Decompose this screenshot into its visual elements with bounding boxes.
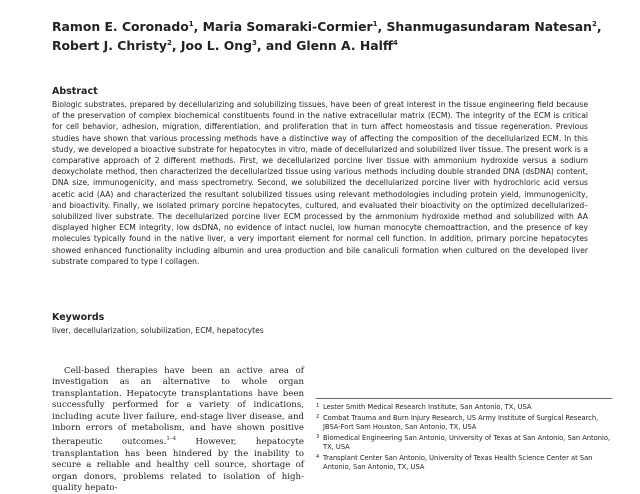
affiliation-text: Transplant Center San Antonio, University of Texas Health Science Center at San Antonio, San Antonio, TX, USA [323, 453, 593, 471]
author-name: Shanmugasundaram Natesan [386, 19, 592, 35]
author-affiliation-mark: 2 [166, 39, 172, 48]
author-name: Ramon E. Coronado [52, 19, 189, 35]
keywords-heading: Keywords [52, 312, 105, 323]
author-separator: , [377, 19, 387, 35]
author-affiliation-mark: 1 [188, 20, 194, 28]
author-name: Maria Somaraki-Cormier [202, 19, 373, 35]
body-text-column [52, 366, 304, 494]
abstract-section [52, 86, 588, 267]
author-affiliation-mark: 4 [392, 39, 398, 48]
author-name: Joo L. Ong [180, 38, 252, 54]
affiliation-number: 4 [316, 453, 320, 460]
author-separator: , [193, 19, 203, 35]
citation-reference: 1–4 [166, 436, 177, 443]
affiliation-item [316, 414, 612, 432]
abstract-text: Biologic substrates, prepared by decellularizing and solubilizing tissues, have been of great interest in the tissue engineering field because of the preservation of complex biochemical constituents found in the native extracellular matrix (ECM). The integrity of the ECM is critical for cell behavior, adhesion, migration, differentiation, and proliferation that in turn affect homeostasis and tissue regeneration. Previous studies have shown that various processing methods have a distinctive way of affecting the composition of the decellularized ECM. In this study, we developed a bioactive substrate for hepatocytes in vitro, made of decellularized and solubilized liver tissue. The present work is a comparative approach of 2 different methods. First, we decellularized porcine liver tissue with ammonium hydroxide versus a sodium deoxycholate method, then characterized the decellularized tissue using various methods including double stranded DNA (dsDNA) content, DNA size, immunogenicity, and mass spectrometry. Second, we solubilized the decellularized porcine liver with hydrochloric acid versus acetic acid (AA) and characterized the resultant solubilized tissues using relevant methodologies including protein yield, immunogenicity, and bioactivity. Finally, we isolated primary porcine hepatocytes, cultured, and evaluated their bioactivity on the optimized decellularized–solubilized liver substrate. The decellularized porcine liver ECM processed by the ammonium hydroxide method and solubilized with AA displayed higher ECM integrity, low dsDNA, no evidence of intact nuclei, low human monocyte chemoattraction, and the presence of key molecules typically found in the native liver, a very important element for normal cell function. In addition, primary porcine hepatocytes showed enhanced functionality including albumin and urea production and bile canaliculi formation when cultured on the developed liver substrate compared to type I collagen. [52, 100, 588, 266]
affiliation-item [316, 403, 612, 412]
affiliation-text: Lester Smith Medical Research Institute, San Antonio, TX, USA [323, 403, 532, 411]
author-affiliation-mark: 2 [591, 20, 597, 28]
affiliation-text: Combat Trauma and Burn Injury Research, US Army Institute of Surgical Research, JBSA-Fort Sam Houston, San Antonio, TX, USA [323, 413, 599, 431]
author-separator: , and [256, 38, 297, 54]
affiliation-text: Biomedical Engineering San Antonio, University of Texas at San Antonio, San Antonio, TX, USA [323, 433, 611, 451]
body-text-segment: However, hepatocyte transplantation has been hindered by the inability to secure a reliable and healthy cell source, shortage of organ donors, problems related to isolation of high-quality hepato- [52, 437, 304, 493]
author-separator: , [171, 38, 181, 54]
author-name: Glenn A. Halff [296, 38, 393, 54]
abstract-heading: Abstract [52, 86, 98, 97]
keywords-section [52, 312, 588, 336]
affiliation-item [316, 454, 612, 472]
affiliation-number: 3 [316, 433, 320, 440]
affiliation-item [316, 434, 612, 452]
affiliations-footnote [316, 398, 612, 473]
author-list [52, 16, 612, 54]
affiliation-number: 2 [316, 413, 320, 420]
body-text-segment: Cell-based therapies have been an active area of investigation as an alternative to whole organ transplantation. Hepatocyte transplantations have been successfully performed for a variety of indications, including acute liver failure, end-stage liver disease, and inborn errors of metabolism, and have shown positive therapeutic outcomes. [52, 366, 304, 448]
author-affiliation-mark: 3 [251, 39, 257, 48]
keywords-text: liver, decellularization, solubilization, ECM, hepatocytes [52, 326, 264, 335]
author-affiliation-mark: 1 [372, 20, 378, 28]
author-separator: , [596, 19, 602, 35]
body-paragraph [52, 366, 304, 494]
affiliation-number: 1 [316, 403, 320, 409]
author-name: Robert J. Christy [52, 38, 167, 54]
